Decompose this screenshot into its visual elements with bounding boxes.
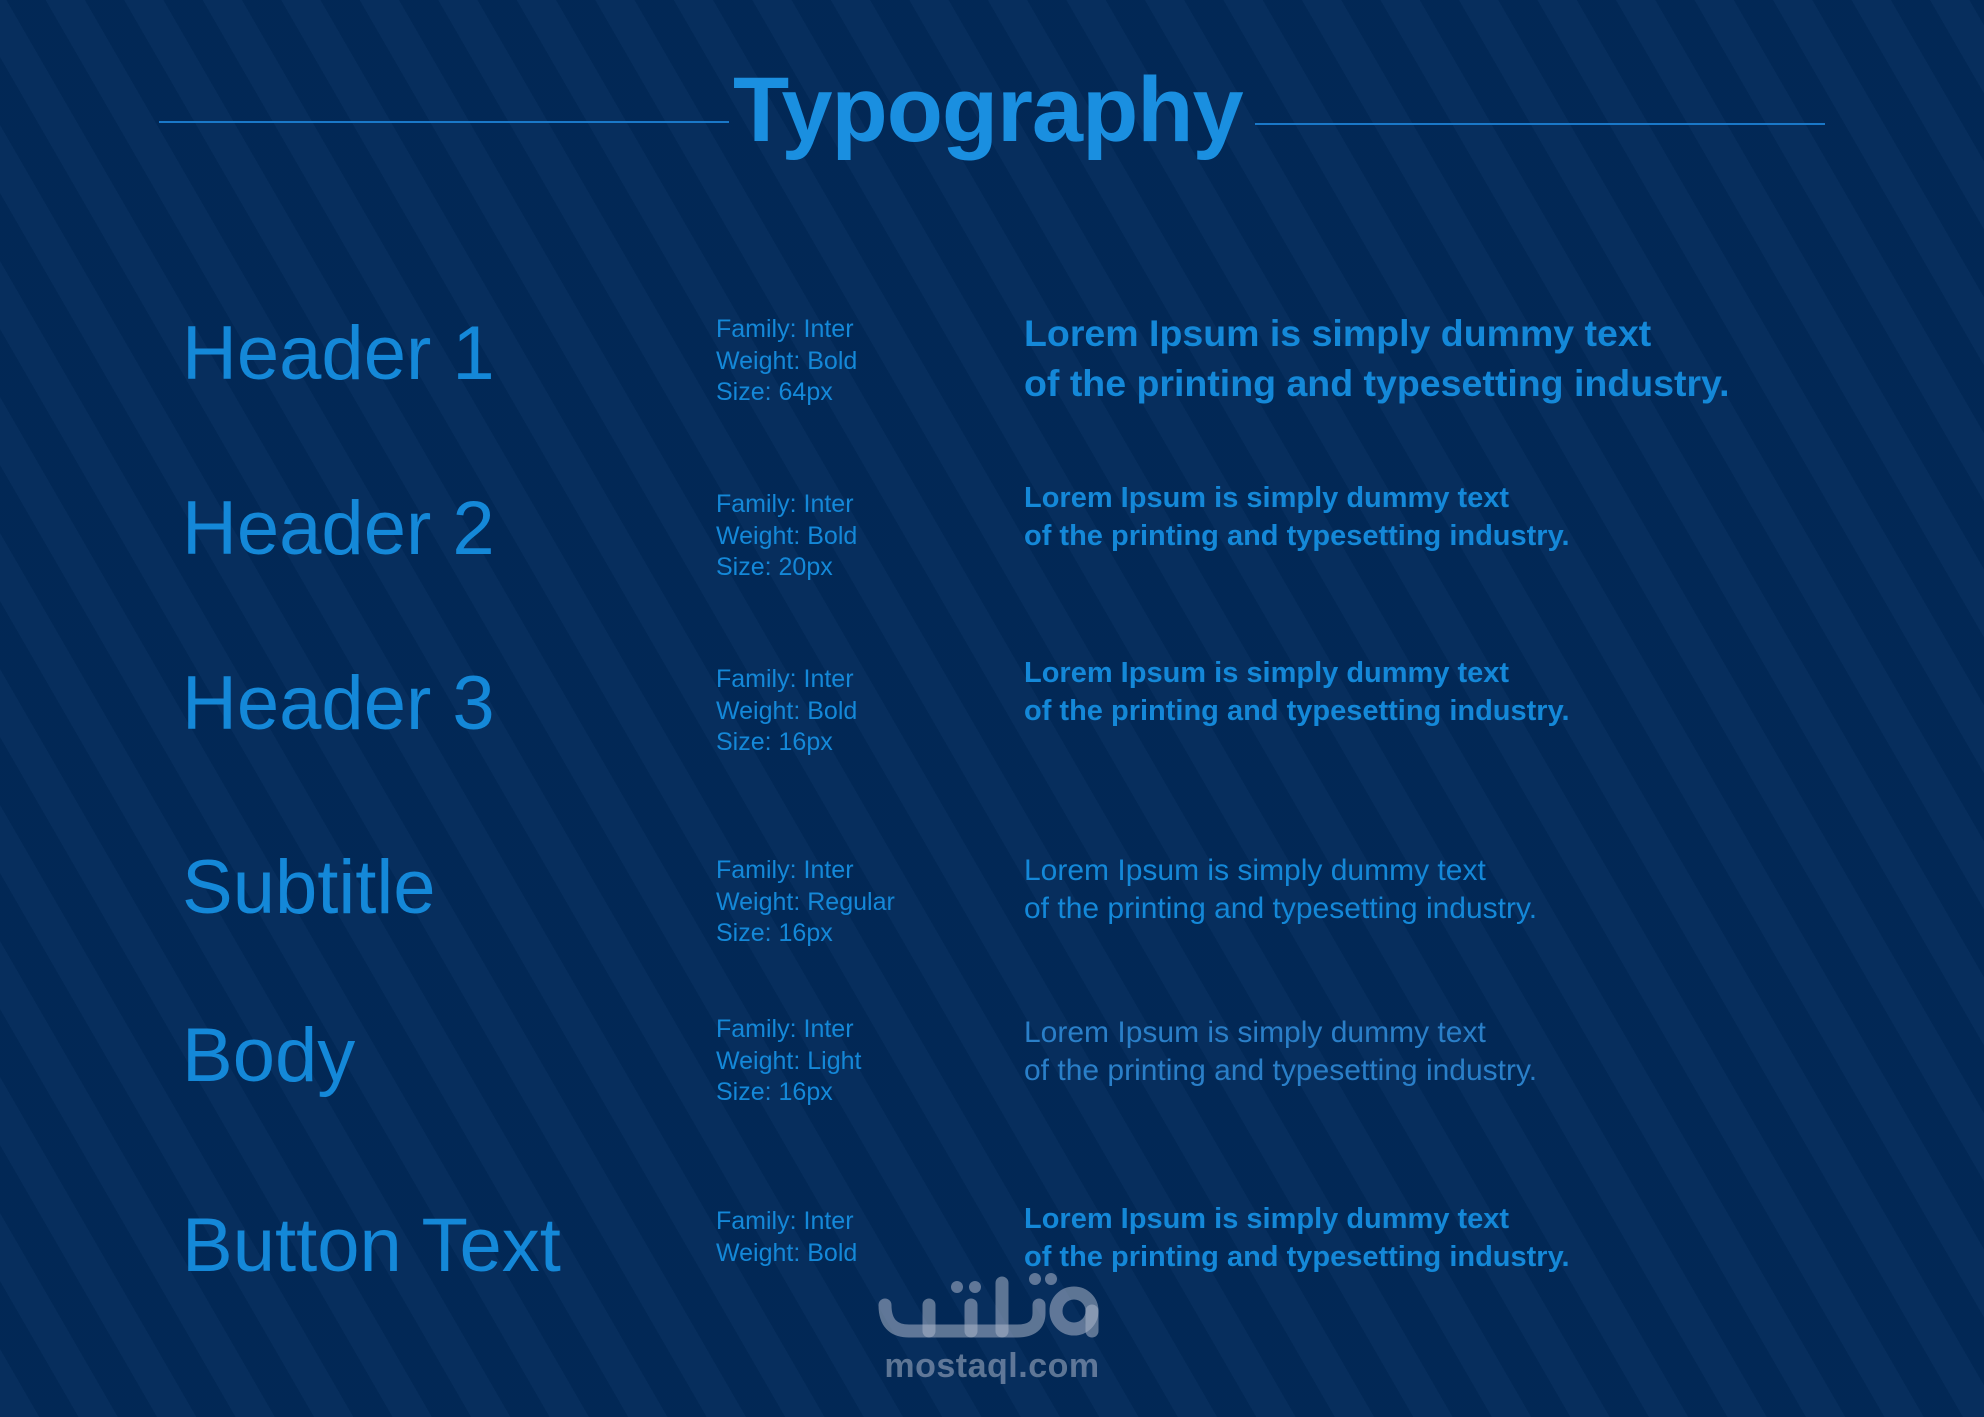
style-name: Body: [182, 1013, 356, 1098]
page-header: [0, 50, 1984, 180]
spec-family: Family: Inter: [716, 856, 854, 884]
spec-weight: Weight: Light: [716, 1046, 862, 1075]
spec-size: Size: 20px: [716, 553, 833, 581]
sample-line-2: of the printing and typesetting industry.: [1024, 1054, 1538, 1087]
type-style-body: [0, 1006, 1984, 1126]
spec-weight: Weight: Bold: [716, 521, 858, 550]
spec-size: Size: 16px: [716, 728, 833, 756]
sample-line-2: of the printing and typesetting industry.: [1024, 1241, 1570, 1273]
sample-line-1: Lorem Ipsum is simply dummy text: [1024, 482, 1510, 514]
style-sample: [1024, 479, 1570, 555]
style-sample: [1024, 1014, 1537, 1090]
sample-line-1: Lorem Ipsum is simply dummy text: [1024, 312, 1652, 354]
type-style-header-1: [0, 304, 1984, 424]
spec-family: Family: Inter: [716, 315, 854, 343]
spec-weight: Weight: Bold: [716, 346, 858, 375]
style-name: Header 1: [182, 311, 495, 396]
style-sample: [1024, 852, 1537, 928]
type-style-header-3: [0, 654, 1984, 774]
style-specs: [716, 1014, 861, 1109]
spec-weight: Weight: Regular: [716, 887, 895, 916]
sample-line-1: Lorem Ipsum is simply dummy text: [1024, 1203, 1510, 1235]
style-specs: [716, 314, 857, 409]
sample-line-2: of the printing and typesetting industry.: [1024, 362, 1730, 404]
spec-family: Family: Inter: [716, 665, 854, 693]
title-rule-left: [159, 121, 729, 123]
mostaql-logo: [867, 1265, 1117, 1345]
sample-line-2: of the printing and typesetting industry.: [1024, 520, 1570, 552]
style-specs: [716, 1206, 857, 1269]
spec-family: Family: Inter: [716, 1015, 854, 1043]
style-name: Header 2: [182, 486, 495, 571]
sample-line-2: of the printing and typesetting industry.: [1024, 892, 1538, 925]
page-title: Typography: [733, 59, 1243, 161]
style-specs: [716, 855, 895, 950]
sample-line-1: Lorem Ipsum is simply dummy text: [1024, 1016, 1486, 1049]
spec-weight: Weight: Bold: [716, 1238, 858, 1267]
style-sample: [1024, 654, 1570, 730]
spec-size: Size: 16px: [716, 1078, 833, 1106]
spec-family: Family: Inter: [716, 1207, 854, 1235]
sample-line-1: Lorem Ipsum is simply dummy text: [1024, 854, 1486, 887]
style-specs: [716, 664, 857, 759]
style-sample: [1024, 308, 1730, 408]
spec-size: Size: 16px: [716, 919, 833, 947]
style-name: Button Text: [182, 1203, 561, 1288]
type-style-subtitle: [0, 838, 1984, 958]
title-rule-right: [1255, 123, 1825, 125]
type-style-header-2: [0, 479, 1984, 599]
spec-size: Size: 64px: [716, 378, 833, 406]
spec-weight: Weight: Bold: [716, 696, 858, 725]
style-specs: [716, 489, 857, 584]
style-name: Header 3: [182, 661, 495, 746]
sample-line-1: Lorem Ipsum is simply dummy text: [1024, 657, 1510, 689]
sample-line-2: of the printing and typesetting industry.: [1024, 695, 1570, 727]
style-name: Subtitle: [182, 845, 436, 930]
watermark: [840, 1265, 1144, 1386]
watermark-site: mostaql.com: [884, 1347, 1100, 1385]
spec-family: Family: Inter: [716, 490, 854, 518]
